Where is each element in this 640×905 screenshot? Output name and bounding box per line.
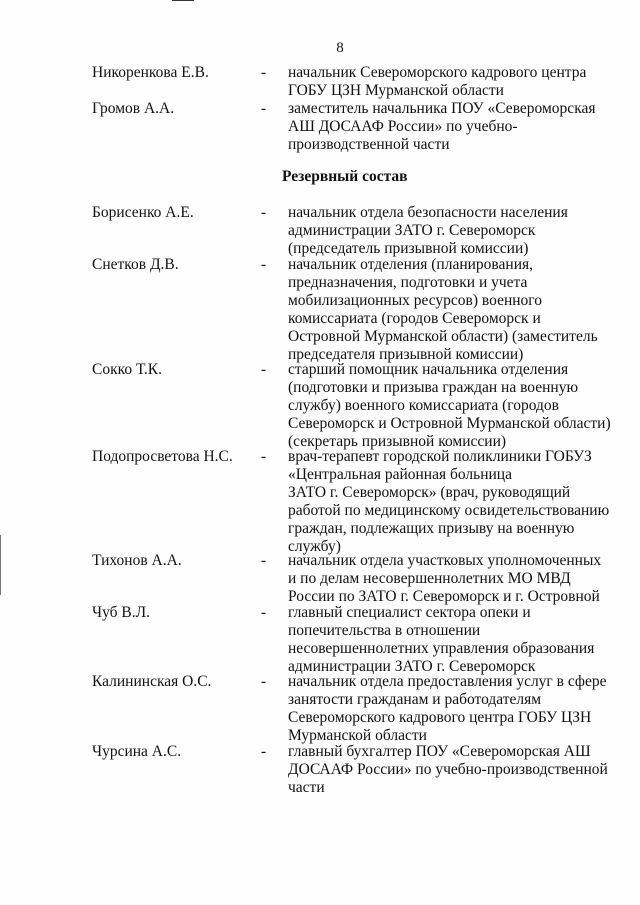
member-role-line: начальник отдела предоставления услуг в сфере	[288, 673, 607, 690]
member-role-line: (председатель призывной комиссии)	[288, 240, 529, 257]
member-role-line: администрации ЗАТО г. Североморск	[288, 222, 536, 239]
entry-dash: -	[261, 64, 267, 81]
member-role-line: предназначения, подготовки и учета	[288, 274, 528, 291]
member-role-line: комиссариата (городов Североморск и	[288, 310, 541, 327]
member-role-line: мобилизационных ресурсов) военного	[288, 292, 543, 309]
entry-dash: -	[261, 448, 267, 465]
member-role-line: Мурманской области	[288, 727, 427, 744]
member-role-line: председателя призывной комиссии)	[288, 346, 524, 363]
member-role-line: части	[288, 779, 325, 796]
entry-dash: -	[261, 743, 267, 760]
member-role-line: начальник Североморского кадрового центра	[288, 64, 587, 81]
member-role-line: заместитель начальника ПОУ «Североморская	[288, 100, 596, 117]
member-role-line: граждан, подлежащих призыву на военную	[288, 520, 575, 537]
member-role-line: Североморск и Островной Мурманской области)	[288, 415, 611, 432]
member-name: Никоренкова Е.В.	[92, 64, 209, 81]
scan-artifact-top	[172, 0, 194, 1]
member-role	[288, 256, 620, 364]
member-role-line: несовершеннолетних управления образования	[288, 640, 595, 657]
member-name: Калининская О.С.	[92, 673, 212, 690]
member-role-line: попечительства в отношении	[288, 622, 481, 639]
member-role-line: начальник отдела участковых уполномоченных	[288, 552, 602, 569]
member-role-line: (подготовки и призыва граждан на военную	[288, 379, 579, 396]
member-role	[288, 743, 620, 797]
section-heading-reserve: Резервный состав	[282, 168, 408, 185]
member-role-line: «Центральная районная больница	[288, 466, 512, 483]
member-role-line: ГОБУ ЦЗН Мурманской области	[288, 82, 504, 99]
entry-dash: -	[261, 604, 267, 621]
member-role	[288, 361, 620, 451]
member-name: Подопросветова Н.С.	[92, 448, 233, 465]
member-name: Снетков Д.В.	[92, 256, 179, 273]
member-role-line: занятости гражданам и работодателям	[288, 691, 542, 708]
member-role-line: и по делам несовершеннолетних МО МВД	[288, 570, 571, 587]
member-role-line: главный бухгалтер ПОУ «Североморская АШ	[288, 743, 591, 760]
member-role-line: (секретарь призывной комиссии)	[288, 433, 507, 450]
member-role	[288, 64, 620, 100]
entry-dash: -	[261, 673, 267, 690]
member-name: Сокко Т.К.	[92, 361, 162, 378]
member-role	[288, 100, 620, 154]
entry-dash: -	[261, 256, 267, 273]
member-role-line: АШ ДОСААФ России» по учебно-	[288, 118, 518, 135]
member-role	[288, 204, 620, 258]
member-name: Чуб В.Л.	[92, 604, 150, 621]
entry-dash: -	[261, 204, 267, 221]
member-role-line: производственной части	[288, 136, 450, 153]
entry-dash: -	[261, 552, 267, 569]
member-role-line: ДОСААФ России» по учебно-производственной	[288, 761, 608, 778]
member-role-line: главный специалист сектора опеки и	[288, 604, 531, 621]
member-role-line: Островной Мурманской области) (заместитель	[288, 328, 598, 345]
member-name: Борисенко А.Е.	[92, 204, 194, 221]
member-role-line: службу)	[288, 538, 341, 555]
member-role-line: врач-терапевт городской поликлиники ГОБУЗ	[288, 448, 592, 465]
member-role-line: Североморского кадрового центра ГОБУ ЦЗН	[288, 709, 592, 726]
member-role-line: начальник отделения (планирования,	[288, 256, 534, 273]
entry-dash: -	[261, 361, 267, 378]
member-name: Громов А.А.	[92, 100, 175, 117]
member-role	[288, 448, 620, 556]
member-role-line: администрации ЗАТО г. Североморск	[288, 658, 536, 675]
member-role	[288, 604, 620, 676]
scan-artifact-left	[0, 535, 1, 595]
member-role	[288, 673, 620, 745]
member-role-line: работой по медицинскому освидетельствованию	[288, 502, 610, 519]
entry-dash: -	[261, 100, 267, 117]
page-number: 8	[336, 40, 344, 56]
member-role-line: России по ЗАТО г. Североморск и г. Островной	[288, 588, 600, 605]
member-role	[288, 552, 620, 606]
member-role-line: старший помощник начальника отделения	[288, 361, 569, 378]
member-name: Тихонов А.А.	[92, 552, 182, 569]
member-role-line: ЗАТО г. Североморск» (врач, руководящий	[288, 484, 571, 501]
member-role-line: службу) военного комиссариата (городов	[288, 397, 559, 414]
member-role-line: начальник отдела безопасности населения	[288, 204, 568, 221]
member-name: Чурсина А.С.	[92, 743, 182, 760]
